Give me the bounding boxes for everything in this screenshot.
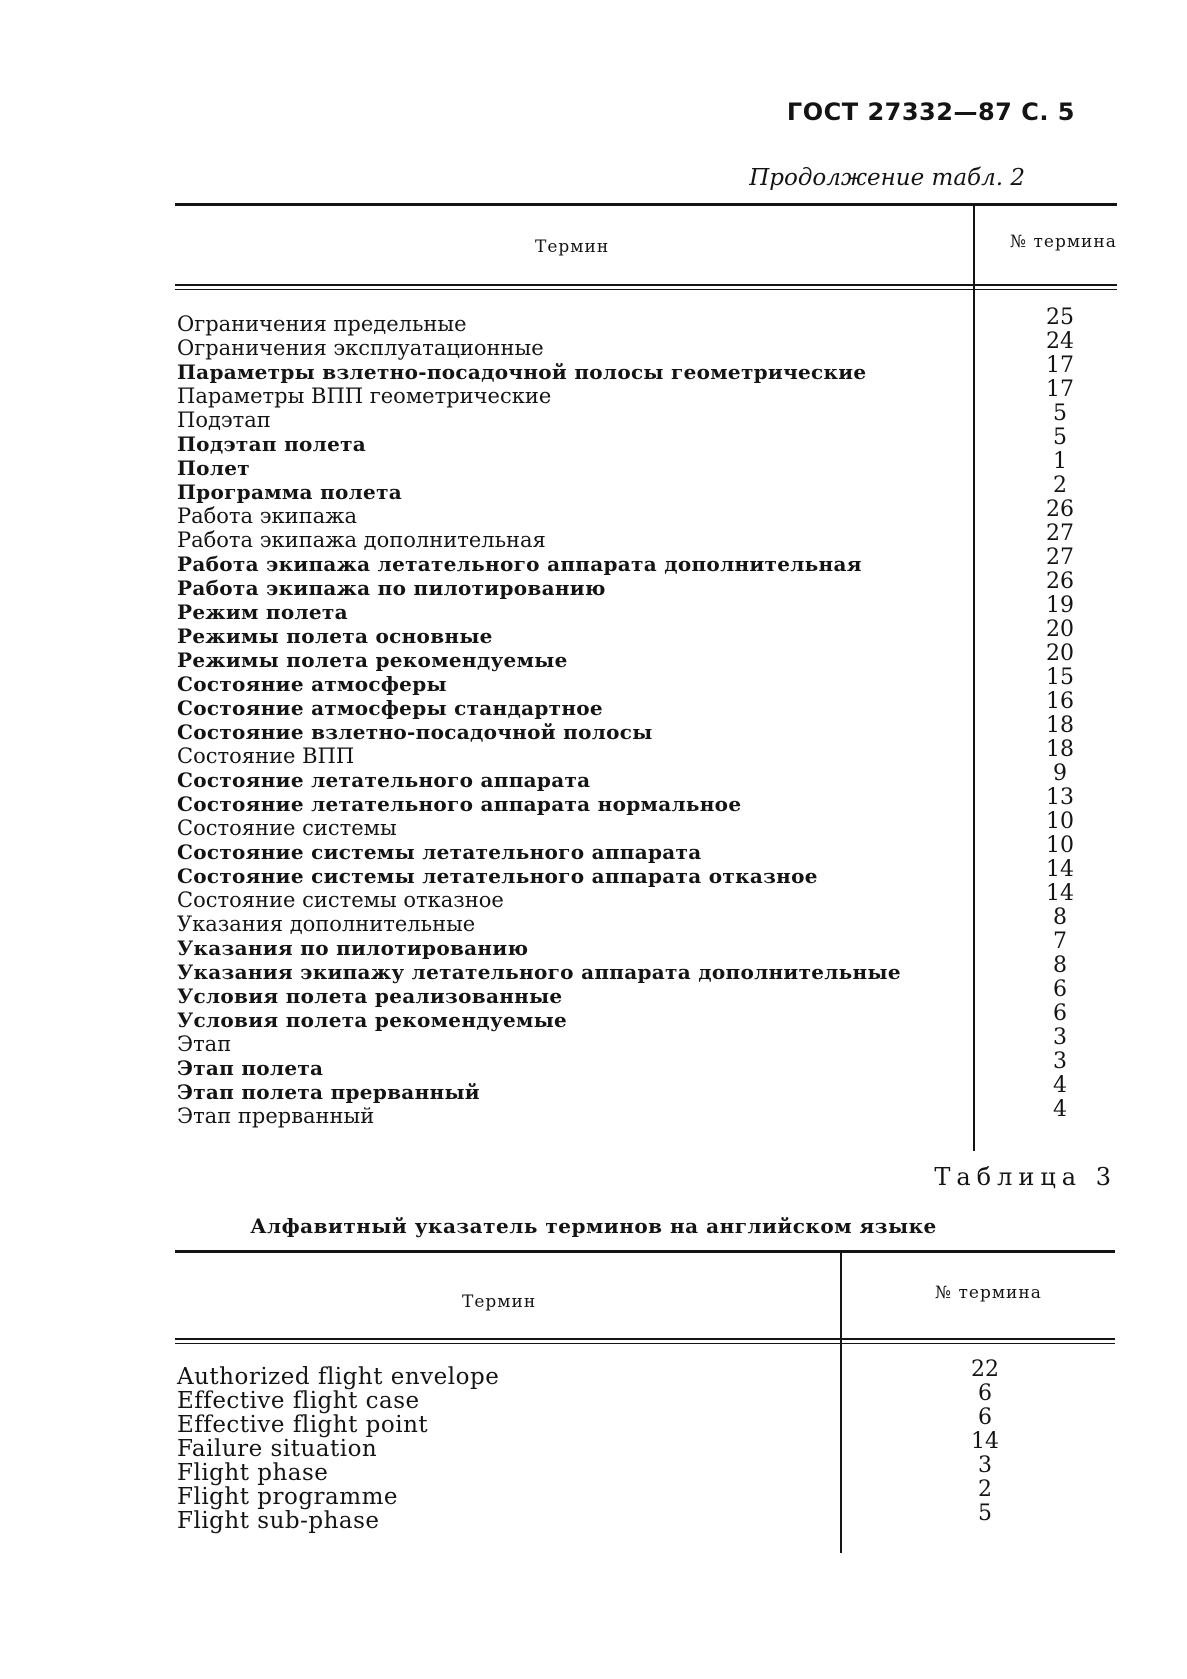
table3-col-term: Термин — [462, 1292, 537, 1312]
continuation-label: Продолжение табл. 2 — [749, 165, 1025, 191]
term-cell: Flight programme — [177, 1484, 398, 1510]
term-number-cell: 27 — [1046, 545, 1074, 570]
term-number-cell: 14 — [1046, 857, 1074, 882]
table2-numbers-list — [1020, 306, 1100, 1122]
term-number-cell: 1 — [1053, 449, 1067, 474]
term-number-cell: 5 — [978, 1501, 992, 1526]
term-number-cell: 8 — [1053, 953, 1067, 978]
term-cell: Состояние системы летательного аппарата — [177, 840, 702, 864]
term-number-cell: 14 — [971, 1429, 999, 1454]
term-number-cell: 17 — [1046, 353, 1074, 378]
table3-numbers-list — [945, 1358, 1025, 1526]
term-number-cell: 8 — [1053, 905, 1067, 930]
page-number: С. 5 — [1021, 98, 1075, 126]
table2-col-term: Термин — [535, 237, 610, 257]
table3-column-divider — [840, 1253, 842, 1553]
term-number-cell: 2 — [1053, 473, 1067, 498]
term-number-cell: 4 — [1053, 1073, 1067, 1098]
term-number-cell: 26 — [1046, 569, 1074, 594]
table3-top-rule — [175, 1250, 1115, 1253]
table2-header-rule-2 — [175, 289, 1117, 290]
table3-title: Алфавитный указатель терминов на английском языке — [250, 1214, 937, 1238]
term-number-cell: 3 — [978, 1453, 992, 1478]
term-number-cell: 3 — [1053, 1025, 1067, 1050]
table2-col-number: № термина — [1010, 232, 1117, 252]
table2-top-rule — [175, 203, 1117, 206]
term-cell: Подэтап — [177, 408, 271, 432]
term-number-cell: 3 — [1053, 1049, 1067, 1074]
term-cell: Effective flight case — [177, 1388, 420, 1414]
term-cell: Состояние летательного аппарата — [177, 768, 591, 792]
term-cell: Состояние системы отказное — [177, 888, 504, 912]
term-number-cell: 10 — [1046, 833, 1074, 858]
term-cell: Ограничения эксплуатационные — [177, 336, 544, 360]
term-number-cell: 18 — [1046, 713, 1074, 738]
term-cell: Параметры взлетно-посадочной полосы геометрические — [177, 360, 867, 384]
term-cell: Этап прерванный — [177, 1104, 375, 1128]
term-cell: Effective flight point — [177, 1412, 429, 1438]
term-number-cell: 18 — [1046, 737, 1074, 762]
term-cell: Состояние летательного аппарата нормальное — [177, 792, 742, 816]
term-cell: Полет — [177, 456, 250, 480]
table3-terms-list — [177, 1365, 499, 1533]
term-cell: Условия полета реализованные — [177, 984, 563, 1008]
term-number-cell: 20 — [1046, 617, 1074, 642]
term-number-cell: 14 — [1046, 881, 1074, 906]
term-cell: Этап полета — [177, 1056, 324, 1080]
term-number-cell: 27 — [1046, 521, 1074, 546]
term-cell: Этап — [177, 1032, 232, 1056]
term-number-cell: 22 — [971, 1357, 999, 1382]
term-cell: Состояние атмосферы стандартное — [177, 696, 603, 720]
term-cell: Параметры ВПП геометрические — [177, 384, 552, 408]
term-cell: Режимы полета рекомендуемые — [177, 648, 568, 672]
standard-number: ГОСТ 27332—87 — [786, 98, 1013, 126]
term-cell: Ограничения предельные — [177, 312, 467, 336]
table2-header-rule-1 — [175, 284, 1117, 286]
term-cell: Failure situation — [177, 1436, 378, 1462]
term-cell: Состояние системы — [177, 816, 397, 840]
term-cell: Состояние взлетно-посадочной полосы — [177, 720, 653, 744]
term-number-cell: 4 — [1053, 1097, 1067, 1122]
term-number-cell: 9 — [1053, 761, 1067, 786]
table2-terms-list — [177, 312, 901, 1128]
term-cell: Режимы полета основные — [177, 624, 493, 648]
term-number-cell: 6 — [1053, 977, 1067, 1002]
term-number-cell: 5 — [1053, 425, 1067, 450]
term-number-cell: 7 — [1053, 929, 1067, 954]
term-number-cell: 19 — [1046, 593, 1074, 618]
table3-label: Таблица 3 — [934, 1163, 1117, 1191]
page-header — [787, 98, 1075, 126]
table3-header-rule-2 — [175, 1343, 1115, 1344]
term-number-cell: 25 — [1046, 305, 1074, 330]
term-number-cell: 10 — [1046, 809, 1074, 834]
term-number-cell: 26 — [1046, 497, 1074, 522]
term-number-cell: 17 — [1046, 377, 1074, 402]
term-cell: Программа полета — [177, 480, 403, 504]
term-cell: Указания дополнительные — [177, 912, 476, 936]
term-cell: Работа экипажа летательного аппарата дополнительная — [177, 552, 862, 576]
term-cell: Состояние системы летательного аппарата отказное — [177, 864, 818, 888]
term-number-cell: 24 — [1046, 329, 1074, 354]
term-cell: Состояние атмосферы — [177, 672, 447, 696]
term-number-cell: 5 — [1053, 401, 1067, 426]
term-cell: Работа экипажа дополнительная — [177, 528, 546, 552]
term-number-cell: 13 — [1046, 785, 1074, 810]
term-cell: Flight phase — [177, 1460, 329, 1486]
term-number-cell: 20 — [1046, 641, 1074, 666]
table3-col-number: № термина — [935, 1283, 1042, 1303]
term-number-cell: 2 — [978, 1477, 992, 1502]
term-cell: Указания по пилотированию — [177, 936, 529, 960]
term-number-cell: 16 — [1046, 689, 1074, 714]
term-number-cell: 6 — [1053, 1001, 1067, 1026]
term-number-cell: 6 — [978, 1405, 992, 1430]
table2-column-divider — [973, 206, 975, 1151]
table3-header-rule-1 — [175, 1338, 1115, 1340]
term-cell: Состояние ВПП — [177, 744, 355, 768]
term-number-cell: 15 — [1046, 665, 1074, 690]
term-cell: Flight sub-phase — [177, 1508, 380, 1534]
term-cell: Указания экипажу летательного аппарата дополнительные — [177, 960, 901, 984]
term-cell: Подэтап полета — [177, 432, 367, 456]
term-cell: Режим полета — [177, 600, 348, 624]
term-cell: Условия полета рекомендуемые — [177, 1008, 568, 1032]
term-cell: Этап полета прерванный — [177, 1080, 480, 1104]
term-cell: Authorized flight envelope — [177, 1364, 500, 1390]
term-number-cell: 6 — [978, 1381, 992, 1406]
term-cell: Работа экипажа — [177, 504, 357, 528]
term-cell: Работа экипажа по пилотированию — [177, 576, 606, 600]
